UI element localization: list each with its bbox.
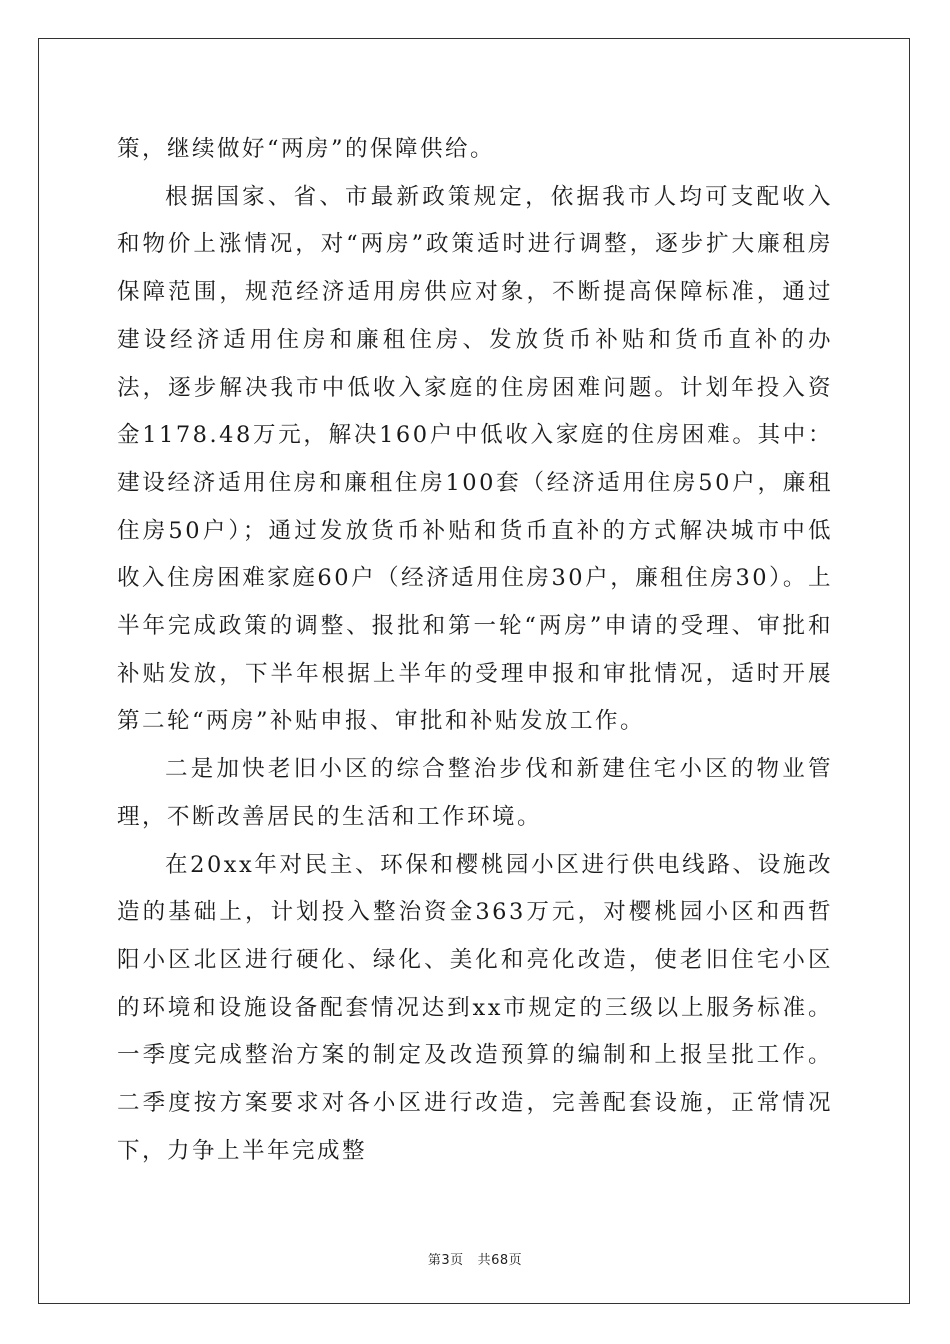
current-page-label: 第3页 bbox=[427, 1253, 464, 1268]
paragraph-2: 根据国家、省、市最新政策规定，依据我市人均可支配收入和物价上涨情况，对“两房”政策适时进行调整，逐步扩大廉租房保障范围，规范经济适用房供应对象，不断提高保障标准，通过建设经济适用住房和廉租住房、发放货币补贴和货币直补的办法，逐步解决我市中低收入家庭的住房困难问题。计划年投入资金1178.48万元，解决160户中低收入家庭的住房困难。其中：建设经济适用住房和廉租住房100套（经济适用住房50户，廉租住房50户）；通过发放货币补贴和货币直补的方式解决城市中低收入住房困难家庭60户（经济适用住房30户，廉租住房30）。上半年完成政策的调整、报批和第一轮“两房”申请的受理、审批和补贴发放，下半年根据上半年的受理申报和审批情况，适时开展第二轮“两房”补贴申报、审批和补贴发放工作。 bbox=[117, 183, 833, 735]
paragraph-1: 策，继续做好“两房”的保障供给。 bbox=[117, 136, 496, 162]
paragraph-4: 在20xx年对民主、环保和樱桃园小区进行供电线路、设施改造的基础上，计划投入整治资金363万元，对樱桃园小区和西哲阳小区北区进行硬化、绿化、美化和亮化改造，使老旧住宅小区的环境和设施设备配套情况达到xx市规定的三级以上服务标准。一季度完成整治方案的制定及改造预算的编制和上报呈批工作。二季度按方案要求对各小区进行改造，完善配套设施，正常情况下，力争上半年完成整 bbox=[117, 851, 833, 1164]
total-pages-label: 共68页 bbox=[477, 1253, 523, 1268]
page-footer bbox=[0, 1249, 950, 1268]
document-body bbox=[117, 126, 833, 1175]
paragraph-3: 二是加快老旧小区的综合整治步伐和新建住宅小区的物业管理，不断改善居民的生活和工作环境。 bbox=[117, 756, 833, 830]
